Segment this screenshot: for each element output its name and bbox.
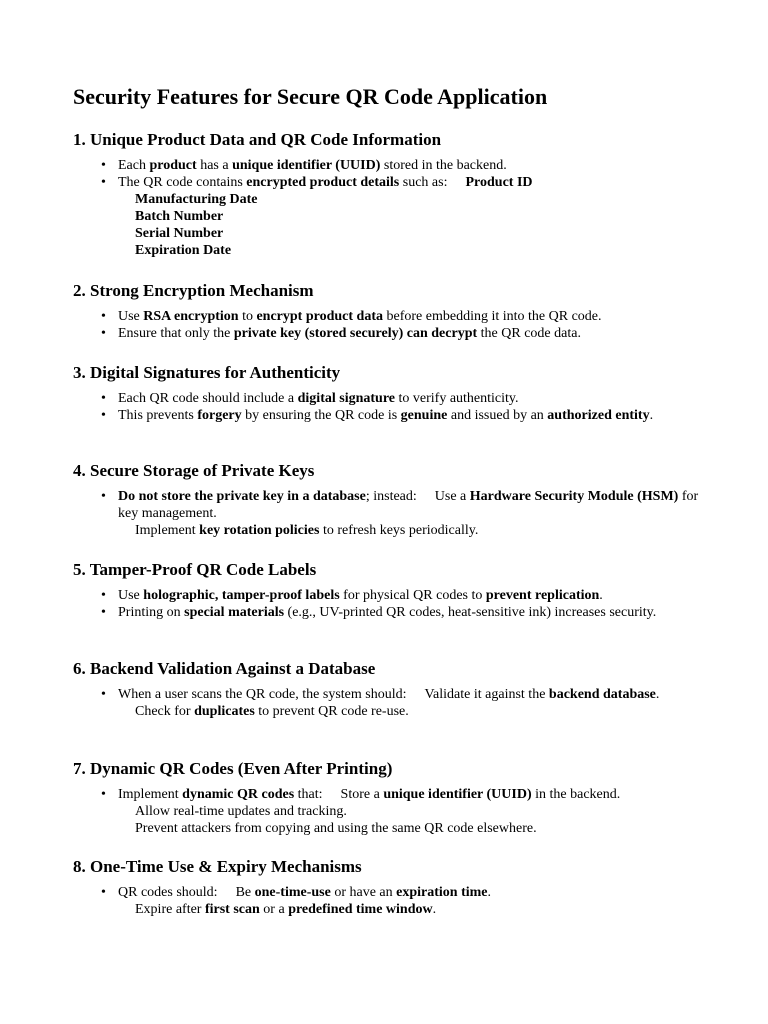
sub-item: Batch Number [135, 209, 224, 224]
list-item: • Implement dynamic QR codes that: Store a unique identifier (UUID) in the backend. Allow real-time updates and tracking. Prevent attackers from copying and using the same QR code elsewhere. [73, 786, 713, 837]
sub-item: Allow real-time updates and tracking. [135, 804, 347, 819]
section-5 [73, 560, 713, 621]
sub-item: Expire after first scan or a predefined time window. [135, 902, 437, 917]
sub-item: Serial Number [135, 226, 224, 241]
section-heading: 7. Dynamic QR Codes (Even After Printing) [73, 759, 393, 778]
sub-item: Manufacturing Date [135, 192, 258, 207]
section-heading: 4. Secure Storage of Private Keys [73, 461, 315, 480]
list-item: • This prevents forgery by ensuring the QR code is genuine and issued by an authorized entity. [73, 407, 713, 424]
list-item: • Each product has a unique identifier (UUID) stored in the backend. [73, 157, 713, 174]
section-heading: 5. Tamper-Proof QR Code Labels [73, 560, 317, 579]
list-item: • Use RSA encryption to encrypt product data before embedding it into the QR code. [73, 308, 713, 325]
section-1 [73, 130, 713, 259]
section-8 [73, 857, 713, 918]
bullet-list [73, 884, 713, 918]
sub-item: Implement key rotation policies to refresh keys periodically. [135, 523, 479, 538]
bullet-list [73, 390, 713, 424]
section-heading: 2. Strong Encryption Mechanism [73, 281, 314, 300]
section-heading: 1. Unique Product Data and QR Code Information [73, 130, 442, 149]
sub-item: Expiration Date [135, 243, 232, 258]
list-item: • Use holographic, tamper-proof labels for physical QR codes to prevent replication. [73, 587, 713, 604]
bullet-list [73, 308, 713, 342]
document-title: Security Features for Secure QR Code Application [73, 84, 548, 109]
sub-item: Check for duplicates to prevent QR code re-use. [135, 704, 409, 719]
section-heading: 6. Backend Validation Against a Database [73, 659, 376, 678]
bullet-list [73, 786, 713, 837]
bullet-list [73, 587, 713, 621]
list-item: • Do not store the private key in a database; instead: Use a Hardware Security Module (HSM) for key management. Implement key rotation policies to refresh keys periodically. [73, 488, 713, 539]
bullet-list [73, 157, 713, 259]
section-2 [73, 281, 713, 342]
sub-item: Prevent attackers from copying and using the same QR code elsewhere. [135, 821, 537, 836]
bullet-list [73, 488, 713, 539]
list-item: • QR codes should: Be one-time-use or have an expiration time. Expire after first scan or a predefined time window. [73, 884, 713, 918]
section-4 [73, 461, 713, 539]
list-item: • Ensure that only the private key (stored securely) can decrypt the QR code data. [73, 325, 713, 342]
section-heading: 3. Digital Signatures for Authenticity [73, 363, 341, 382]
section-3 [73, 363, 713, 424]
list-item: • When a user scans the QR code, the system should: Validate it against the backend database. Check for duplicates to prevent QR code re-use. [73, 686, 713, 720]
section-6 [73, 659, 713, 720]
list-item: • Printing on special materials (e.g., UV-printed QR codes, heat-sensitive ink) increases security. [73, 604, 713, 621]
list-item: • Each QR code should include a digital signature to verify authenticity. [73, 390, 713, 407]
list-item: • The QR code contains encrypted product details such as: Product ID Manufacturing Date Batch Number Serial Number Expiration Date [73, 174, 713, 259]
section-7 [73, 759, 713, 837]
bullet-list [73, 686, 713, 720]
section-heading: 8. One-Time Use & Expiry Mechanisms [73, 857, 362, 876]
